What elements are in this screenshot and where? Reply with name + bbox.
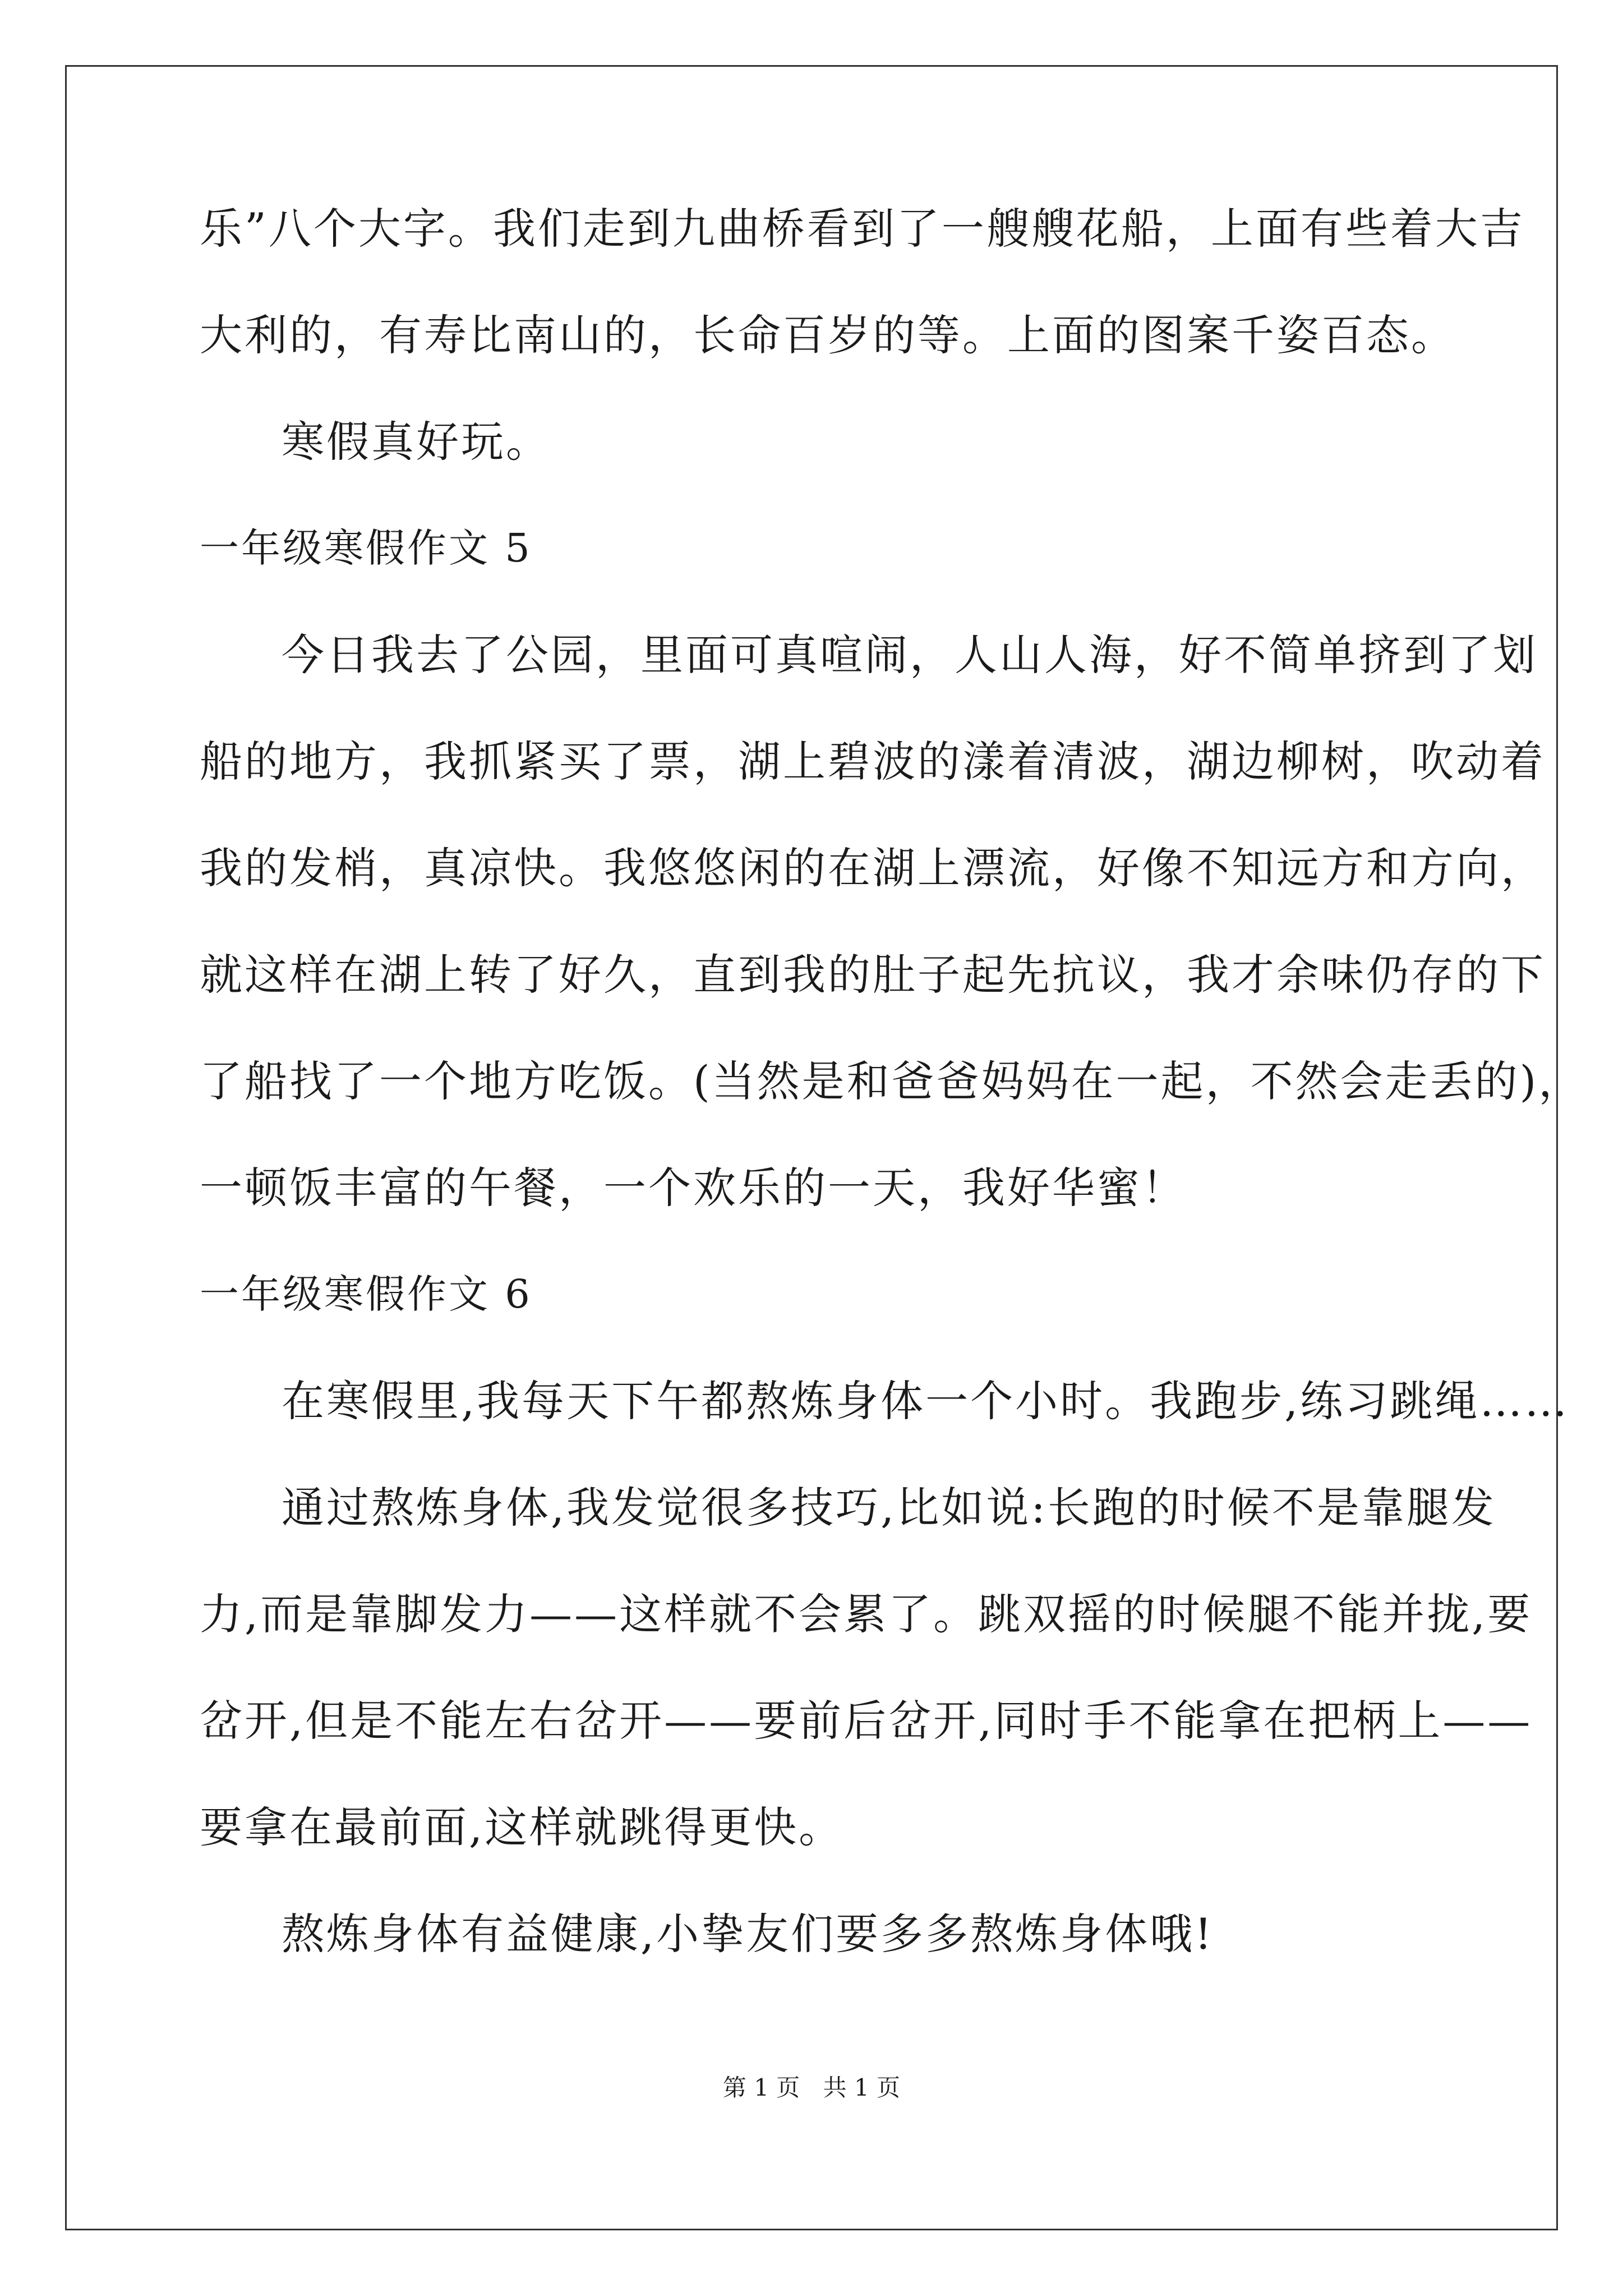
paragraph-line: 在寒假里,我每天下午都熬炼身体一个小时。我跑步,练习跳绳…… [282,1376,1570,1426]
paragraph-line: 船的地方，我抓紧买了票，湖上碧波的漾着清波，湖边柳树，吹动着 [200,737,1546,786]
total-pages-label: 共 1 页 [823,2074,901,2101]
paragraph-line: 今日我去了公园，里面可真喧闹，人山人海，好不简单挤到了划 [282,630,1538,680]
paragraph-line: 通过熬炼身体,我发觉很多技巧,比如说:长跑的时候不是靠腿发 [282,1483,1496,1533]
paragraph-line: 大利的，有寿比南山的，长命百岁的等。上面的图案千姿百态。 [200,310,1456,360]
paragraph-line: 岔开,但是不能左右岔开——要前后岔开,同时手不能拿在把柄上—— [200,1696,1533,1746]
paragraph-line: 一顿饭丰富的午餐，一个欢乐的一天，我好华蜜！ [200,1163,1187,1213]
paragraph-line: 了船找了一个地方吃饭。(当然是和爸爸妈妈在一起，不然会走丢的)， [200,1056,1584,1106]
section-heading: 一年级寒假作文 5 [200,525,532,571]
page-footer [0,2074,1623,2102]
paragraph-line: 乐”八个大字。我们走到九曲桥看到了一艘艘花船，上面有些着大吉 [200,204,1525,254]
paragraph-line: 寒假真好玩。 [282,417,551,467]
paragraph-line: 我的发梢，真凉快。我悠悠闲的在湖上漂流，好像不知远方和方向， [200,843,1546,893]
paragraph-line: 就这样在湖上转了好久，直到我的肚子起先抗议，我才余味仍存的下 [200,950,1546,1000]
document-body [200,202,1584,2014]
paragraph-line: 力,而是靠脚发力——这样就不会累了。跳双摇的时候腿不能并拢,要 [200,1589,1533,1639]
current-page-label: 第 1 页 [722,2074,800,2101]
section-heading: 一年级寒假作文 6 [200,1271,532,1317]
paragraph-line: 熬炼身体有益健康,小挚友们要多多熬炼身体哦! [282,1909,1214,1959]
paragraph-line: 要拿在最前面,这样就跳得更快。 [200,1802,844,1852]
